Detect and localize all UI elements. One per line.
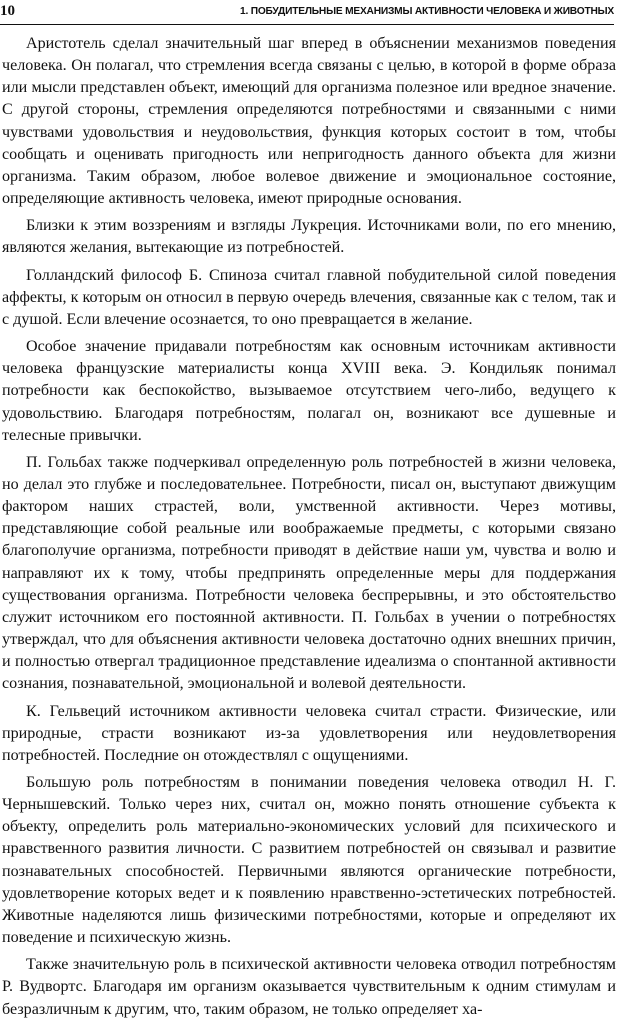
paragraph-lucretius: Близки к этим воззрениям и взгляды Лукреция. Источниками воли, по его мнению, являются желания, вытекающие из потребностей. [2,217,616,257]
paragraph-chernyshevsky: Большую роль потребностям в понимании поведения человека отводил Н. Г. Чернышевский. Только через них, считал он, можно понять отношение субъекта к объекту, определить роль материально-экономических условий для психического и нравственного развития личности. С развитием потребностей он связывал и развитие познавательных способностей. Первичными являются органические потребности, удовлетворение которых ведет и к появлению нравственно-эстетических потребностей. Животные наделяются лишь физическими потребностями, которые и определяют их поведение и психическую жизнь. [2,774,616,947]
running-title: 1. ПОБУДИТЕЛЬНЫЕ МЕХАНИЗМЫ АКТИВНОСТИ ЧЕЛОВЕКА И ЖИВОТНЫХ [239,6,614,17]
page-header [0,2,614,25]
body-text [2,33,616,1026]
paragraph-spinoza: Голландский философ Б. Спиноза считал главной побудительной силой поведения аффекты, к которым он относил в первую очередь влечения, связанные как с телом, так и с душой. Если влечение осознается, то оно превращается в желание. [2,266,616,328]
paragraph-holbach: П. Гольбах также подчеркивал определенную роль потребностей в жизни человека, но делал это глубже и последовательнее. Потребности, писал он, выступают движущим фактором наших страстей, воли, умственной активности. Через мотивы, представляющие собой реальные или воображаемые предметы, с которыми связано благополучие организма, потребности приводят в действие наши ум, чувства и волю и направляют их к тому, чтобы предпринять определенные меры для поддержания существования организма. Потребности человека беспрерывны, и это обстоятельство служит источником его постоянной активности. П. Гольбах в учении о потребностях утверждал, что для объяснения активности человека достаточно одних внешних причин, и полностью отвергал традиционное представление идеализма о спонтанной активности сознания, познавательной, эмоциональной и волевой деятельности. [2,453,616,693]
paragraph-french-materialists: Особое значение придавали потребностям как основным источникам активности человека французские материалисты конца XVIII века. Э. Кондильяк понимал потребности как беспокойство, вызываемое отсутствием чего-либо, ведущего к удовольствию. Благодаря потребностям, полагал он, возникают все душевные и телесные привычки. [2,338,616,444]
paragraph-helvetius: К. Гельвеций источником активности человека считал страсти. Физические, или природные, страсти возникают из-за удовлетворения или неудовлетворения потребностей. Последние он отождествлял с ощущениями. [2,702,616,764]
paragraph-aristotle: Аристотель сделал значительный шаг вперед в объяснении механизмов поведения человека. Он полагал, что стремления всегда связаны с целью, в которой в форме образа или мысли представлен объект, имеющий для организма полезное или вредное значение. С другой стороны, стремления определяются потребностями и связанными с ними чувствами удовольствия и неудовольствия, функция которых состоит в том, чтобы сообщать и оценивать пригодность или непригодность данного объекта для жизни организма. Таким образом, любое волевое движение и эмоциональное состояние, определяющие активность человека, имеют природные основания. [2,35,616,208]
page-number: 10 [0,3,15,19]
paragraph-woodworth: Также значительную роль в психической активности человека отводил потребностям Р. Вудвортс. Благодаря им организм оказывается чувствительным к одним стимулам и безразличным к другим, что, таким образом, не только определяет ха- [2,956,616,1018]
